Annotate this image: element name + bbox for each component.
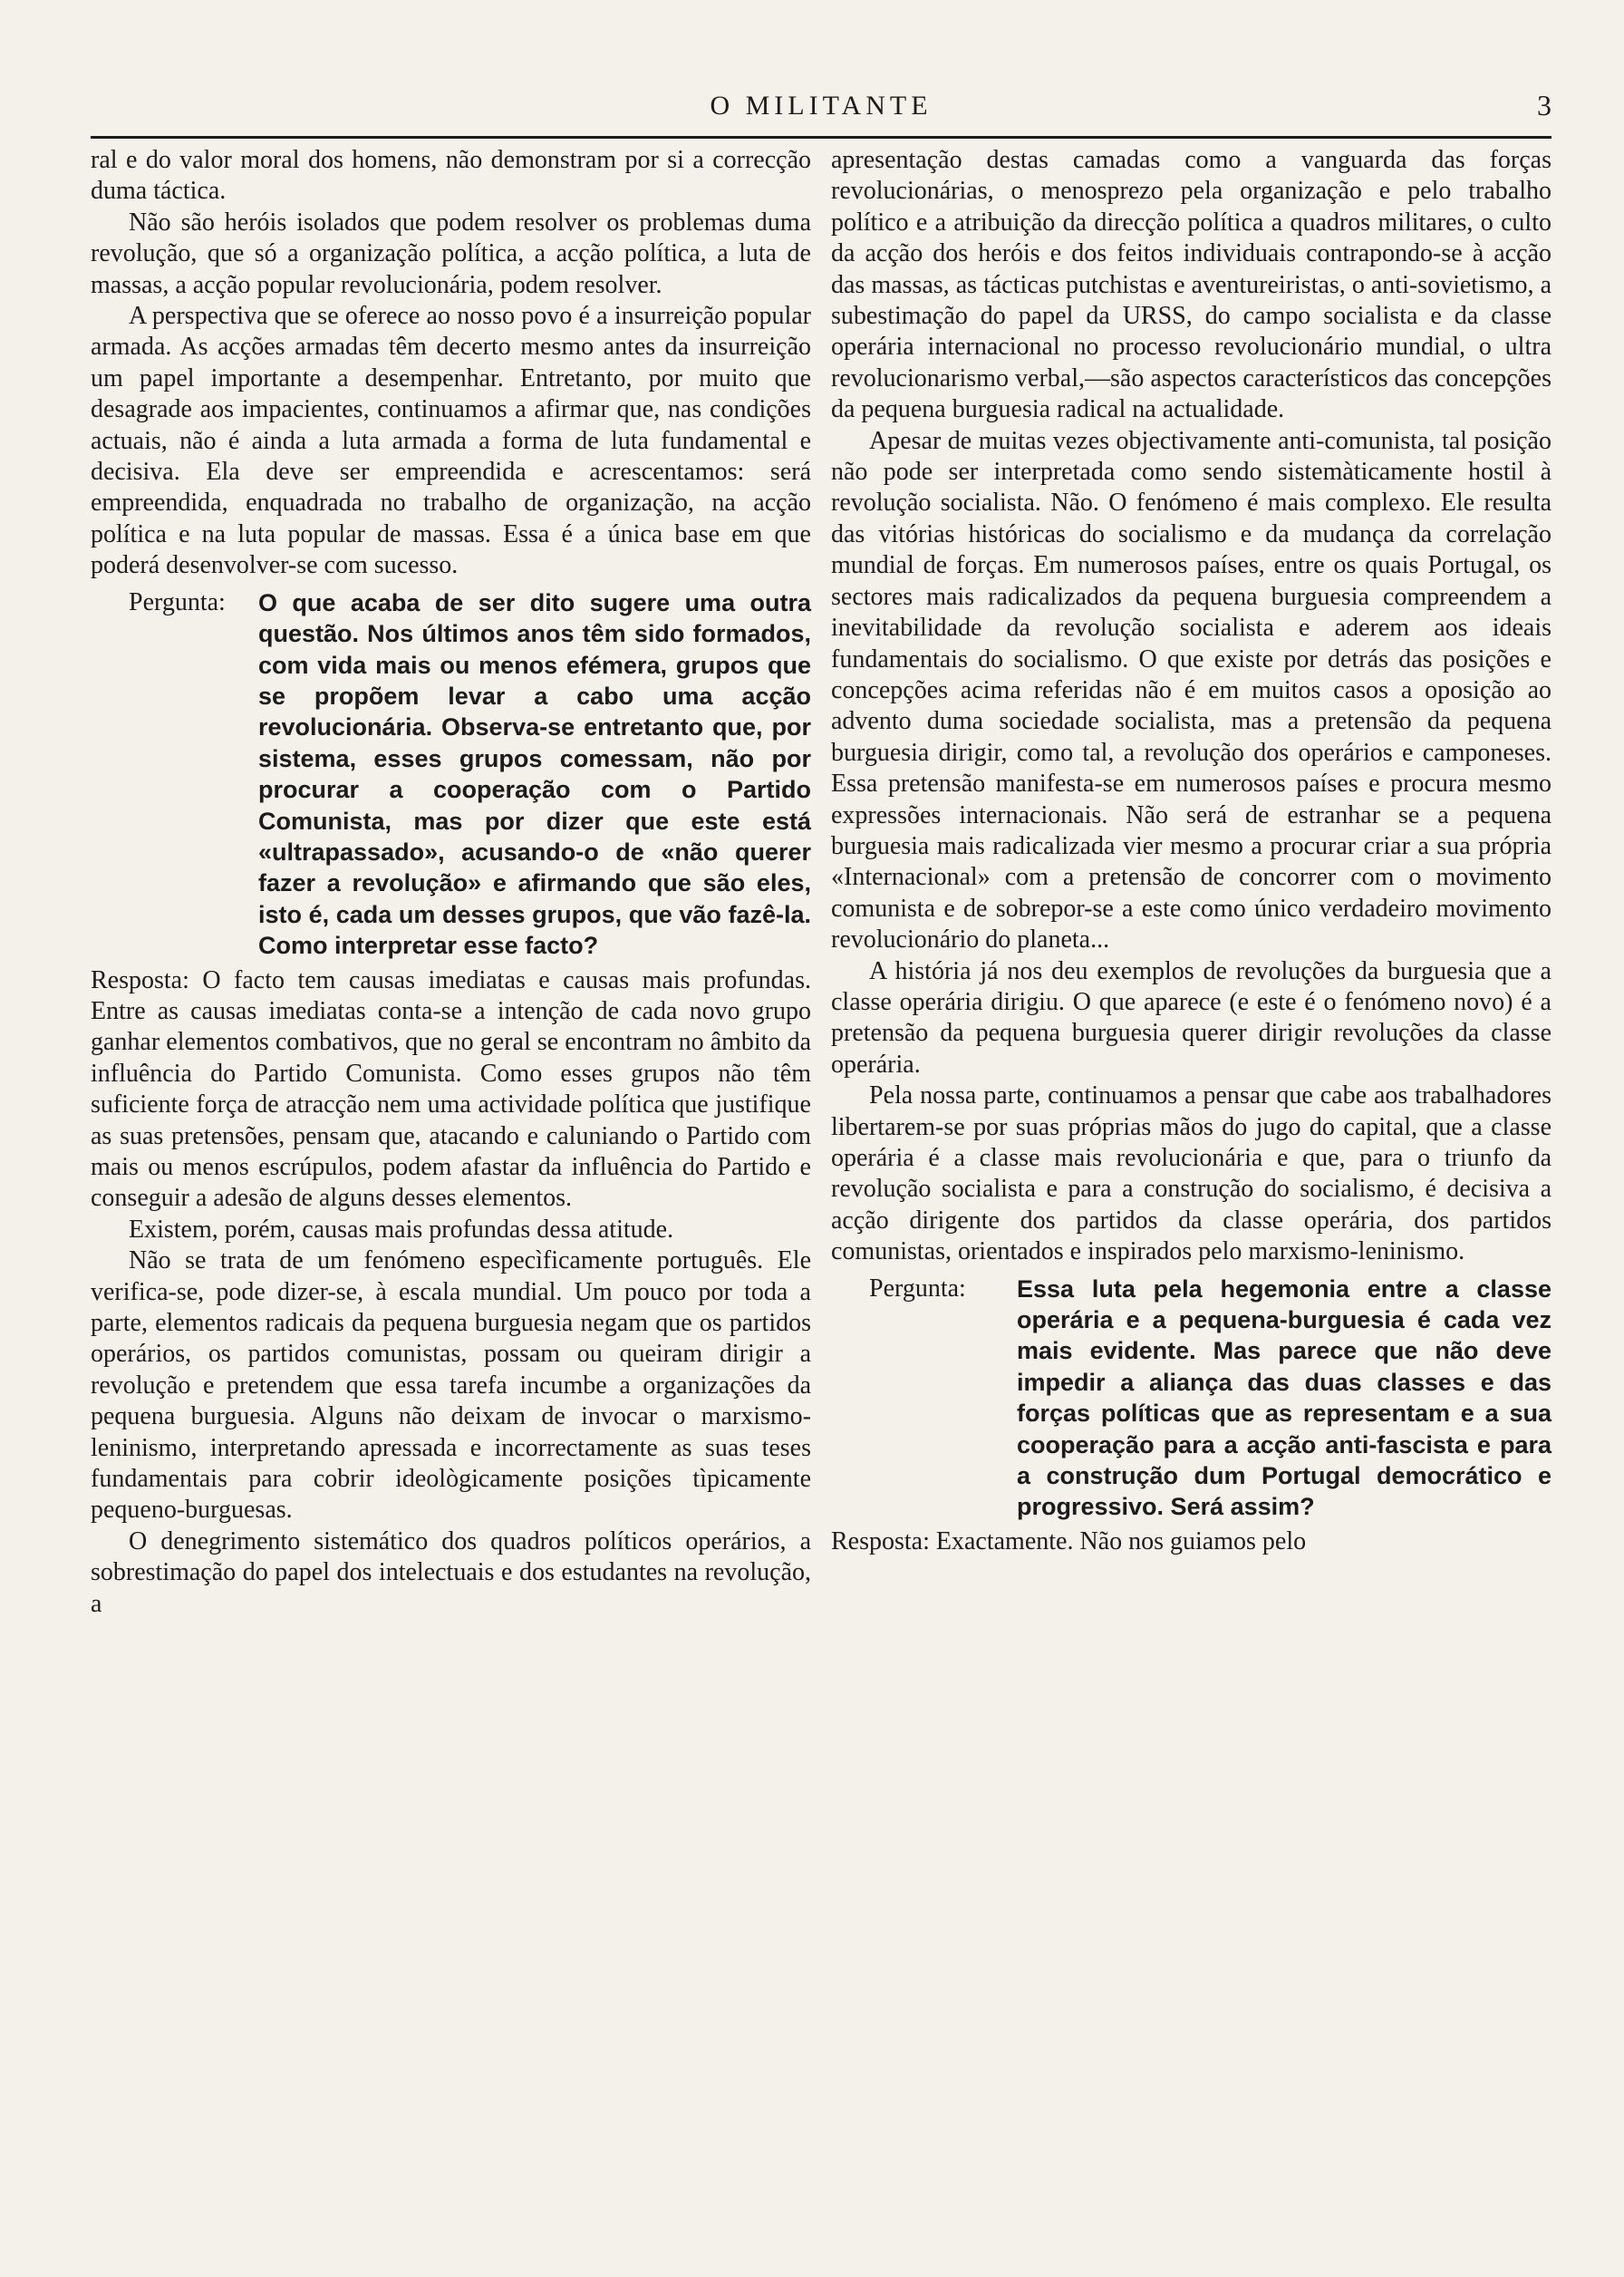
question-block [91,587,811,962]
page-header [91,83,1552,138]
header-rule [91,136,1552,139]
paragraph: Não se trata de um fenómeno especìficamente português. Ele verifica-se, pode dizer-se, à escala mundial. Um pouco por toda a parte, elementos radicais da pequena burguesia negam que os partidos operários, os partidos comunistas, possam ou queiram dirigir a revolução e pretendem que essa tarefa incumbe a organizações da pequena burguesia. Alguns não deixam de invocar o marxismo-leninismo, interpretando apressada e incorrectamente as suas teses fundamentais para cobrir ideològicamente posições tìpicamente pequeno-burguesas. [91,1246,811,1525]
question-label: Pergunta: [869,1274,966,1303]
running-title: O MILITANTE [710,91,933,121]
answer-text: O facto tem causas imediatas e causas mais profundas. Entre as causas imediatas conta-se a intenção de cada novo grupo ganhar elementos combativos, que no geral se encontram no âmbito da influência do Partido Comunista. Como esses grupos não têm suficiente força de atracção nem uma actividade política que justifique as suas pretensões, pensam que, atacando e caluniando o Partido com mais ou menos escrúpulos, podem afastar da influência do Partido e conseguir a adesão de alguns desses elementos. [91,965,811,1213]
answer-label: Resposta: [831,1526,930,1555]
paragraph: Não são heróis isolados que podem resolver os problemas duma revolução, que só a organização política, a acção política, a luta de massas, a acção popular revolucionária, podem resolver. [91,208,811,299]
question-text: O que acaba de ser dito sugere uma outra questão. Nos últimos anos têm sido formados, com vida mais ou menos efémera, grupos que se propõem levar a cabo uma acção revolucionária. Observa-se entretanto que, por sistema, esses grupos comessam, não por procurar a cooperação com o Partido Comunista, mas por dizer que este está «ultrapassado», acusando-o de «não querer fazer a revolução» e afirmando que são eles, isto é, cada um desses grupos, que vão fazê-la. Como interpretar esse facto? [258,588,811,960]
question-text: Essa luta pela hegemonia entre a classe operária e a pequena-burguesia é cada vez mais evidente. Mas parece que não deve impedir a aliança das duas classes e das forças políticas que as representam e a sua cooperação para a acção anti-fascista e para a construção dum Portugal democrático e progressivo. Será assim? [1017,1274,1552,1521]
paragraph: ral e do valor moral dos homens, não demonstram por si a correcção duma táctica. [91,146,811,206]
paragraph: O denegrimento sistemático dos quadros políticos operários, a sobrestimação do papel dos intelectuais e dos estudantes na revolução, a [91,1526,811,1618]
paragraph: Apesar de muitas vezes objectivamente anti-comunista, tal posição não pode ser interpretada como sendo sistemàticamente hostil à revolução socialista. Não. O fenómeno é mais complexo. Ele resulta das vitórias históricas do socialismo e da mudança da correlação mundial de forças. Em numerosos países, entre os quais Portugal, os sectores mais radicalizados da pequena burguesia compreendem a inevitabilidade da revolução socialista e aderem aos ideais fundamentais do socialismo. O que existe por detrás das posições e concepções acima referidas não é em muitos casos a oposição ao advento duma sociedade socialista, mas a pretensão da pequena burguesia dirigir, como tal, a revolução dos operários e camponeses. Essa pretensão manifesta-se em numerosos países e procura mesmo expressões internacionais. Não será de estranhar se a pequena burguesia mais radicalizada vier mesmo a procurar criar a sua própria «Internacional» com a pretensão de concorrer com o movimento comunista e de sobrepor-se a este como único verdadeiro movimento revolucionário do planeta... [831,426,1552,954]
right-column [831,145,1552,1557]
paragraph: Pela nossa parte, continuamos a pensar que cabe aos trabalhadores libertarem-se por suas próprias mãos do jugo do capital, que a classe operária é a classe mais revolucionária e que, para o triunfo da revolução socialista e para a construção do socialismo, é decisiva a acção dirigente dos partidos da classe operária, dos partidos comunistas, orientados e inspirados pelo marxismo-leninismo. [831,1081,1552,1266]
question-block [831,1274,1552,1523]
paragraph: apresentação destas camadas como a vanguarda das forças revolucionárias, o menosprezo pela organização e pelo trabalho político e a atribuição da direcção política a quadros militares, o culto da acção dos heróis e dos feitos individuais contrapondo-se à acção das massas, as tácticas putchistas e aventureiristas, o anti-sovietismo, a subestimação do papel da URSS, do campo socialista e da classe operária internacional no processo revolucionário mundial, o ultra revolucionarismo verbal,—são aspectos característicos das concepções da pequena burguesia radical na actualidade. [831,146,1552,424]
question-label: Pergunta: [129,587,226,616]
paragraph: Existem, porém, causas mais profundas dessa atitude. [129,1215,674,1244]
left-column [91,145,811,1620]
paragraph: A história já nos deu exemplos de revoluções da burguesia que a classe operária dirigiu. O que aparece (e este é o fenómeno novo) é a pretensão da pequena burguesia querer dirigir revoluções da classe operária. [831,956,1552,1079]
answer-paragraph [91,965,811,1215]
page-number: 3 [1537,89,1552,121]
paragraph: A perspectiva que se oferece ao nosso povo é a insurreição popular armada. As acções armadas têm decerto mesmo antes da insurreição um papel importante a desempenhar. Entretanto, por muito que desagrade aos impacientes, continuamos a afirmar que, nas condições actuais, não é ainda a luta armada a forma de luta fundamental e decisiva. Ela deve ser empreendida e acrescentamos: será empreendida, enquadrada no trabalho de organização, na acção política e na luta popular de massas. Essa é a única base em que poderá desenvolver-se com sucesso. [91,302,811,580]
answer-text: Exactamente. Não nos guiamos pelo [935,1526,1307,1555]
answer-label: Resposta: [91,965,189,994]
answer-paragraph [831,1526,1552,1557]
